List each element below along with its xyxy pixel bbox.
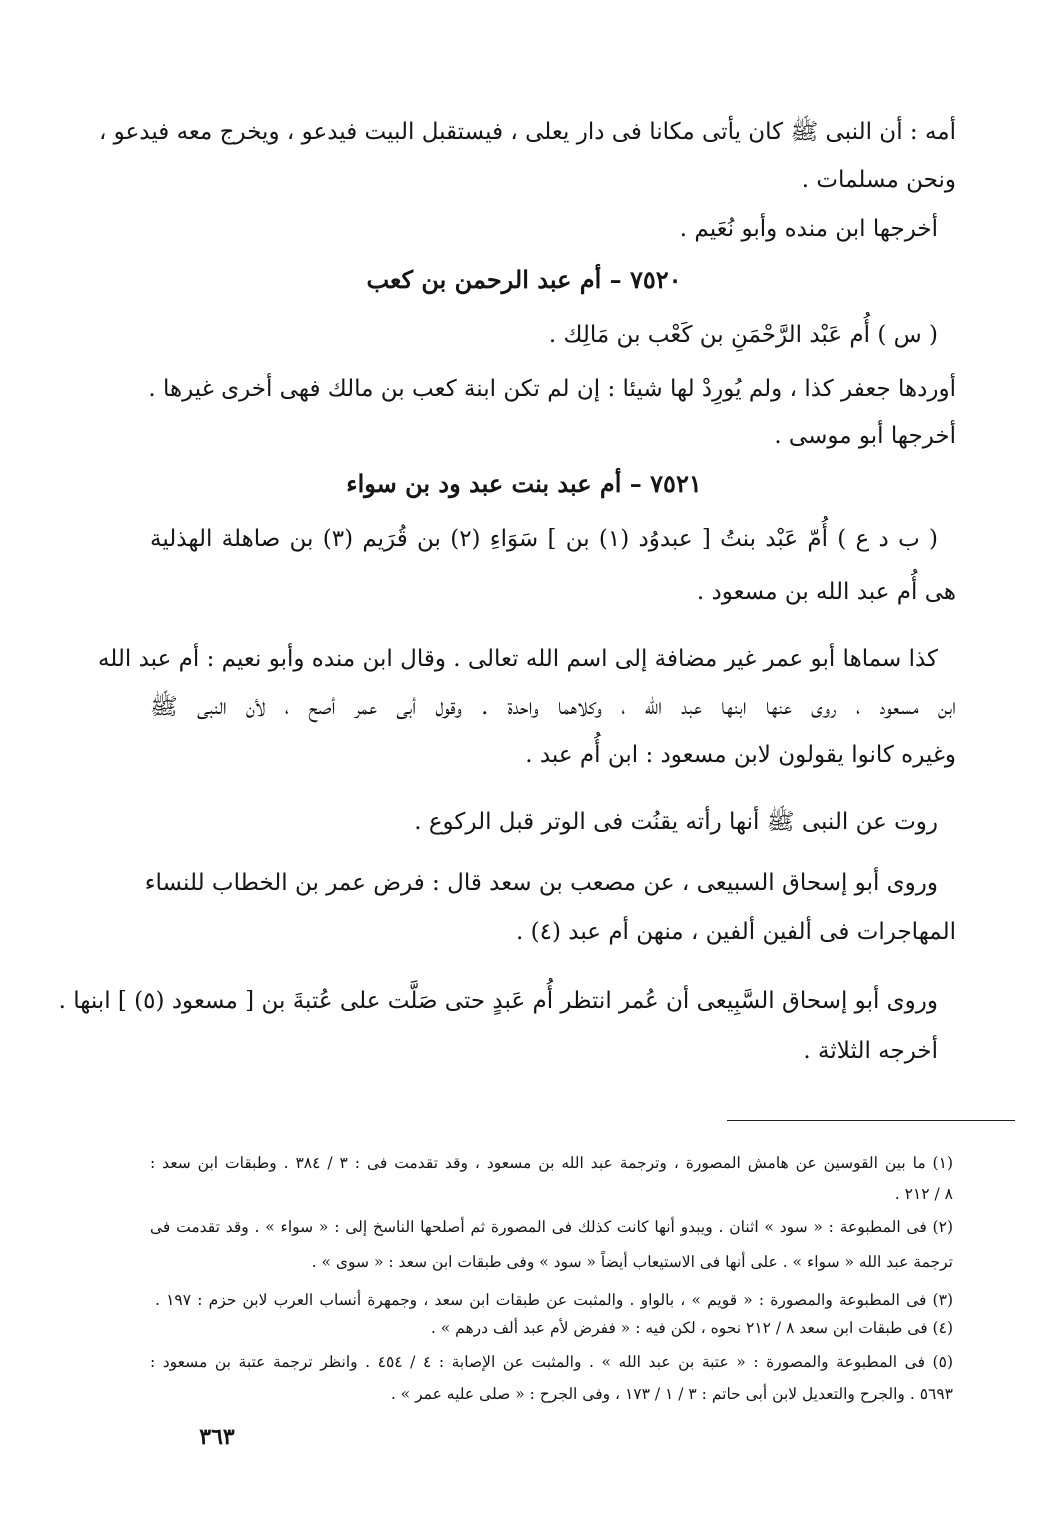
- footnote-1-continued: ٨ / ٢١٢ .: [894, 1185, 953, 1203]
- body-line-8: هى أُم عبد الله بن مسعود .: [696, 579, 956, 605]
- body-line-1: أمه : أن النبى ﷺ كان يأتى مكانا فى دار يعلى ، فيستقبل البيت فيدعو ، ويخرج معه فيدعو ،: [98, 119, 956, 145]
- body-line-16: أخرجه الثلاثة .: [803, 1038, 938, 1064]
- footnote-5: (٥) فى المطبوعة والمصورة : « عتبة بن عبد الله » . والمثبت عن الإصابة : ٤ / ٤٥٤ . وانظر ترجمة عتبة بن مسعود :: [150, 1353, 953, 1371]
- entry-heading-7520: ٧٥٢٠ – أم عبد الرحمن بن كعب: [366, 265, 682, 294]
- body-line-15: وروى أبو إسحاق السَّبِيعى أن عُمر انتظر أُم عَبدٍ حتى صَلَّت على عُتبةَ بن [ مسعود (٥) ] ابنها .: [58, 988, 938, 1014]
- footnote-4: (٤) فى طبقات ابن سعد ٨ / ٢١٢ نحوه ، لكن فيه : « ففرض لأم عبد ألف درهم » .: [430, 1319, 953, 1337]
- body-line-2: ونحن مسلمات .: [801, 167, 956, 193]
- page-number: ٣٦٣: [199, 1424, 235, 1450]
- footnote-1: (١) ما بين القوسين عن هامش المصورة ، وترجمة عبد الله بن مسعود ، وقد تقدمت فى : ٣ / ٣٨٤ . وطبقات ابن سعد :: [150, 1154, 953, 1172]
- body-line-7: ( ب د ع ) أُمّ عَبْد بنتُ [ عبدوُد (١) بن ] سَوَاءِ (٢) بن قُرَيم (٣) بن صاهلة الهذلية: [150, 526, 939, 552]
- body-line-11: وغيره كانوا يقولون لابن مسعود : ابن أُم عبد .: [525, 742, 956, 768]
- body-line-4: ( س ) أُم عَبْد الرَّحْمَنِ بن كَعْب بن مَالِك .: [548, 322, 938, 348]
- footnote-3: (٣) فى المطبوعة والمصورة : « قويم » ، بالواو . والمثبت عن طبقات ابن سعد ، وجمهرة أنساب العرب لابن حزم : ١٩٧ .: [155, 1291, 953, 1309]
- body-line-13: وروى أبو إسحاق السبيعى ، عن مصعب بن سعد قال : فرض عمر بن الخطاب للنساء: [144, 870, 938, 896]
- body-line-14: المهاجرات فى ألفين ألفين ، منهن أم عبد (٤) .: [516, 919, 956, 945]
- body-line-9: كذا سماها أبو عمر غير مضافة إلى اسم الله تعالى . وقال ابن منده وأبو نعيم : أم عبد الله: [97, 646, 938, 672]
- footnote-2: (٢) فى المطبوعة : « سود » اثنان . ويبدو أنها كانت كذلك فى المصورة ثم أصلحها الناسخ إلى : « سواء » . وقد تقدمت فى: [150, 1218, 953, 1236]
- body-line-5: أوردها جعفر كذا ، ولم يُورِدْ لها شيئا : إن لم تكن ابنة كعب بن مالك فهى أخرى غيرها .: [148, 376, 956, 402]
- footnote-5-continued: ٥٦٩٣ . والجرح والتعديل لابن أبى حاتم : ٣ / ١ / ١٧٣ ، وفى الجرح : « صلى عليه عمر » .: [390, 1385, 953, 1403]
- footnote-2-continued: ترجمة عبد الله « سواء » . على أنها فى الاستيعاب أيضاً « سود » وفى طبقات ابن سعد : « سوى » .: [311, 1253, 953, 1271]
- body-line-12: روت عن النبى ﷺ أنها رأته يقنُت فى الوتر قبل الركوع .: [414, 809, 938, 835]
- entry-heading-7521: ٧٥٢١ – أم عبد بنت عبد ود بن سواء: [346, 469, 702, 498]
- body-line-3: أخرجها ابن منده وأبو نُعَيم .: [679, 216, 938, 242]
- body-line-6: أخرجها أبو موسى .: [774, 423, 956, 449]
- body-line-10: ابن مسعود ، روى عنها ابنها عبد الله ، وكلاهما واحدة . وقول أبى عمر أصح ، لأن النبى ﷺ: [150, 694, 956, 720]
- footnote-separator: [727, 1120, 1015, 1121]
